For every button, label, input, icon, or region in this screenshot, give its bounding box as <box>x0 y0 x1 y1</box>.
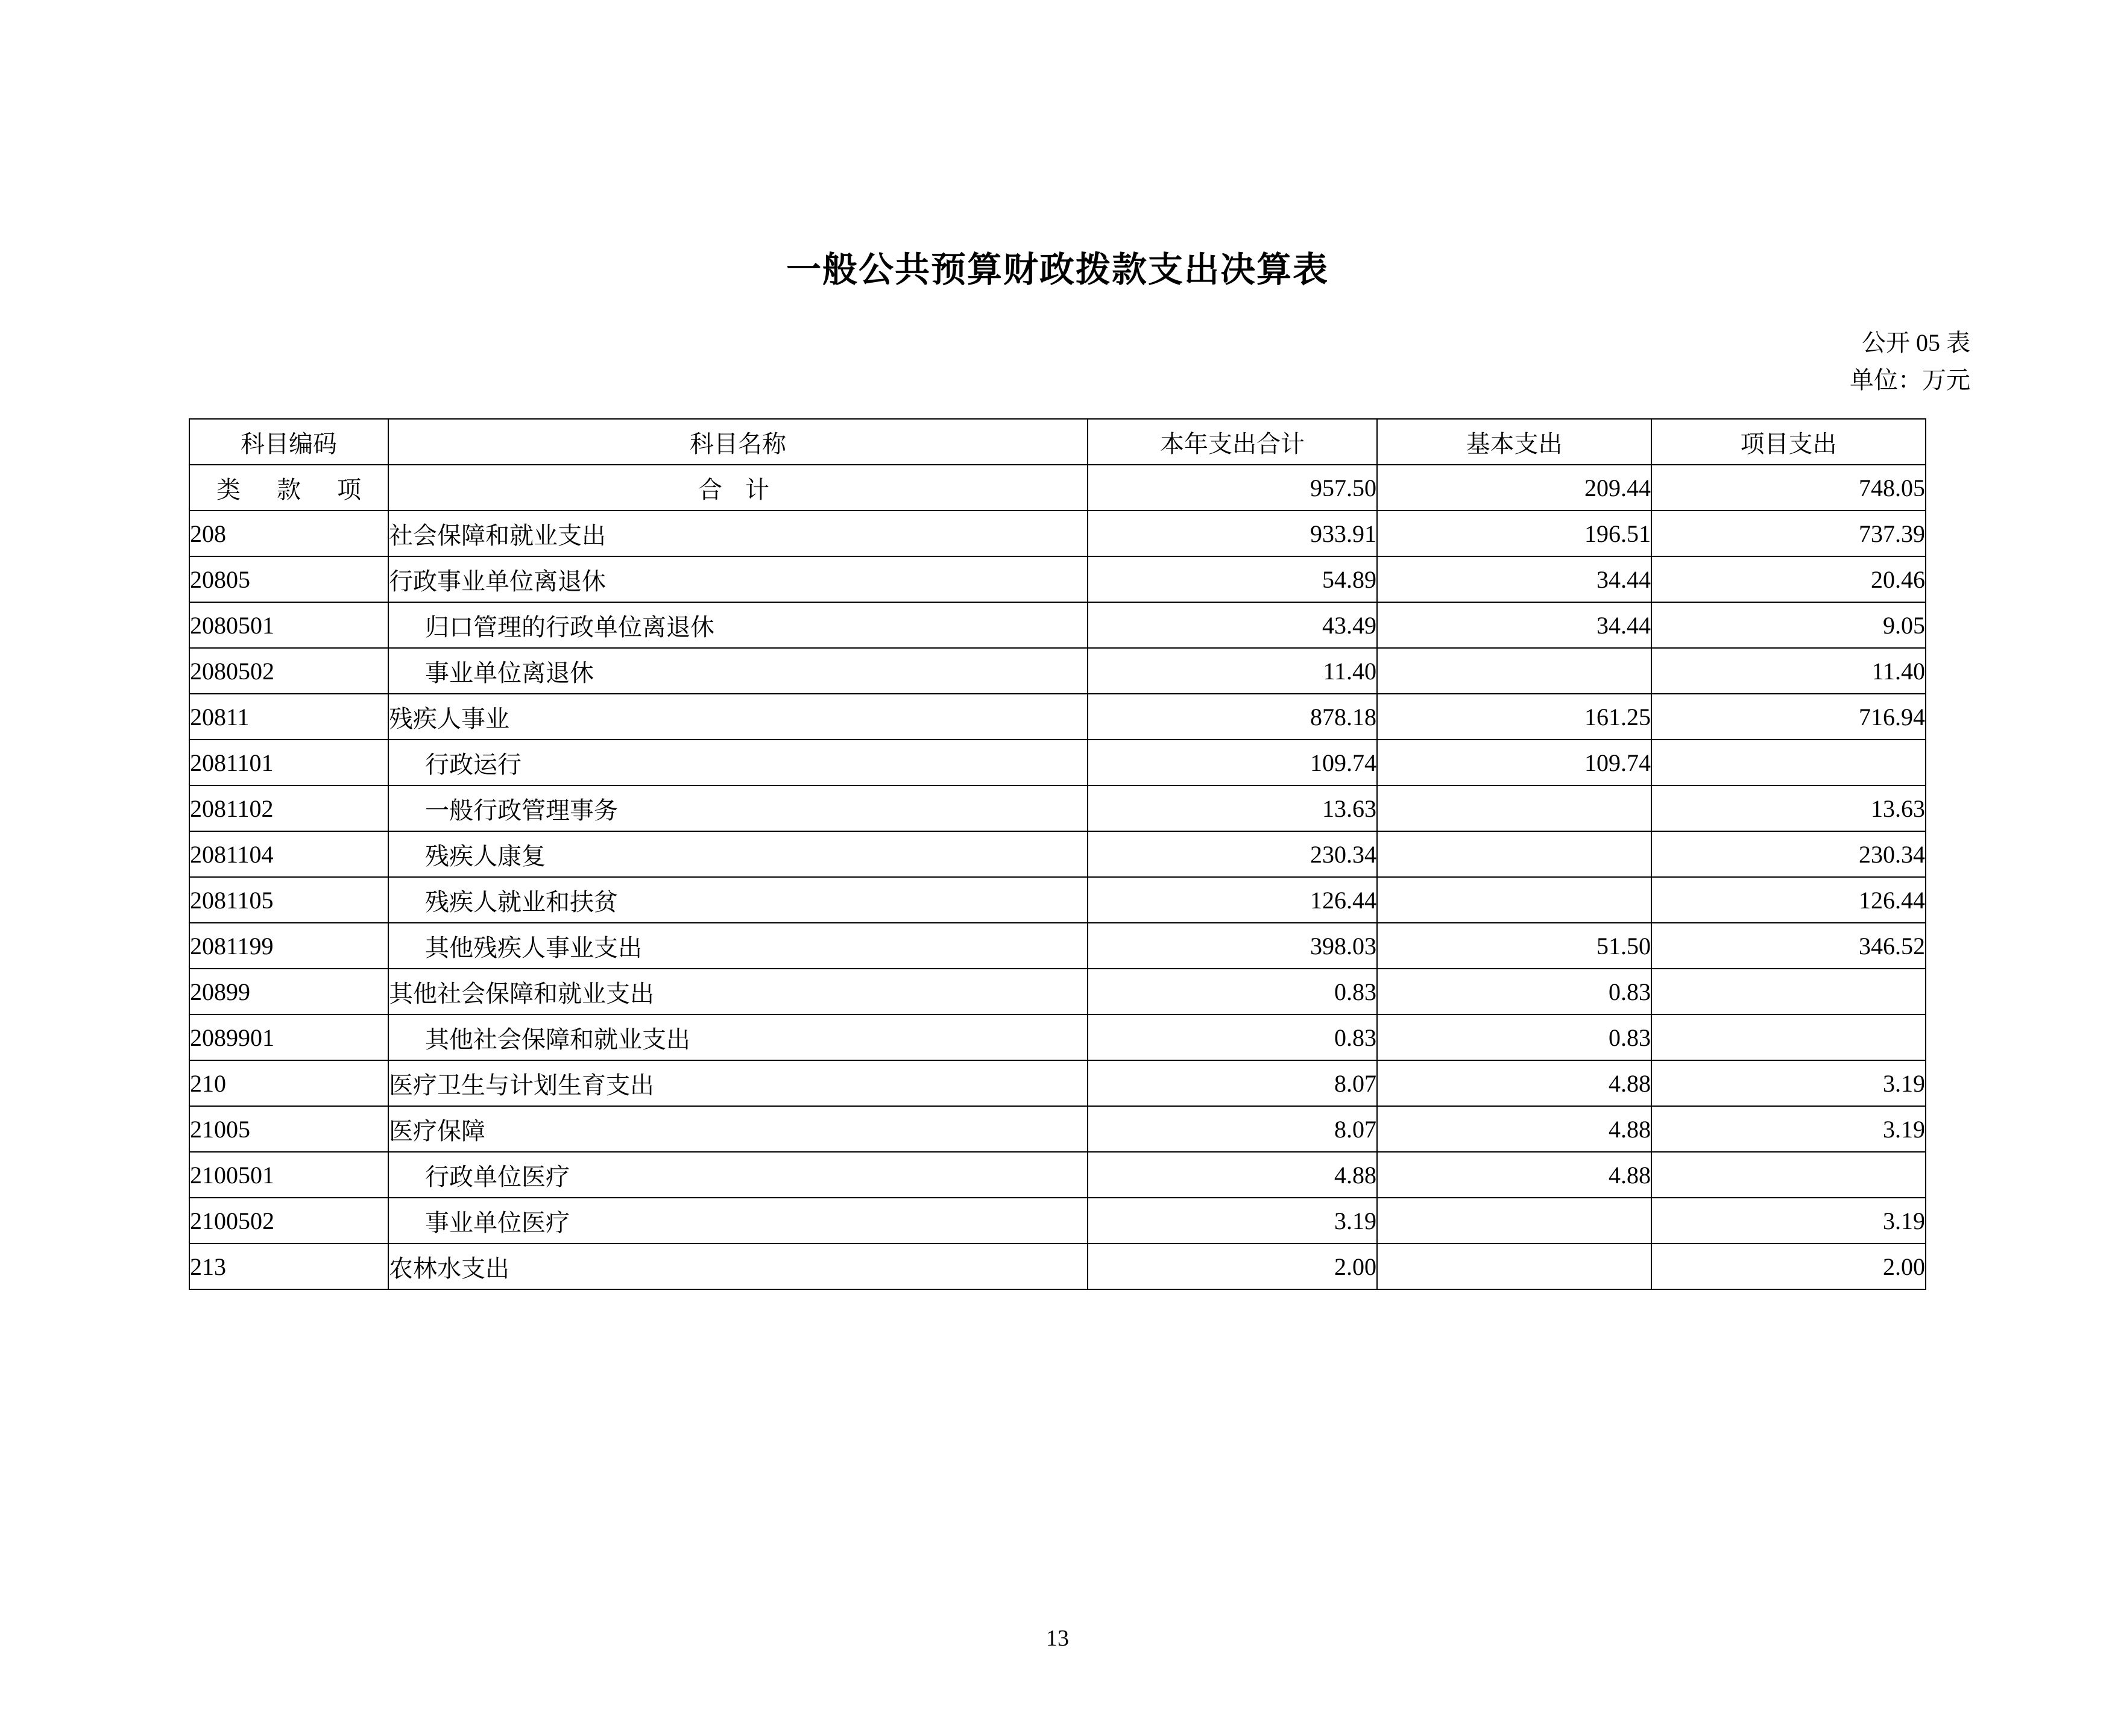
cell-subject-name: 行政事业单位离退休 <box>388 556 1088 602</box>
table-row <box>189 648 1926 694</box>
cell-subject-name: 事业单位离退休 <box>388 648 1088 694</box>
cell-total: 43.49 <box>1088 602 1377 648</box>
cell-basic <box>1377 1198 1651 1244</box>
cell-project: 126.44 <box>1651 877 1926 923</box>
cell-total: 2.00 <box>1088 1244 1377 1289</box>
code-level-1: 类 <box>216 476 241 503</box>
cell-subject-name: 残疾人事业 <box>388 694 1088 740</box>
cell-basic: 51.50 <box>1377 923 1651 969</box>
cell-project: 13.63 <box>1651 785 1926 831</box>
cell-project: 11.40 <box>1651 648 1926 694</box>
summary-row-name: 合 计 <box>388 465 1088 511</box>
cell-project <box>1651 969 1926 1014</box>
cell-subject-name: 其他社会保障和就业支出 <box>388 969 1088 1014</box>
cell-total: 0.83 <box>1088 969 1377 1014</box>
cell-basic: 161.25 <box>1377 694 1651 740</box>
cell-total: 8.07 <box>1088 1106 1377 1152</box>
summary-project: 748.05 <box>1651 465 1926 511</box>
cell-basic <box>1377 831 1651 877</box>
cell-project: 3.19 <box>1651 1198 1926 1244</box>
cell-total: 933.91 <box>1088 511 1377 556</box>
cell-code: 2100501 <box>189 1152 388 1198</box>
cell-subject-name: 行政运行 <box>388 740 1088 785</box>
cell-subject-name: 一般行政管理事务 <box>388 785 1088 831</box>
cell-subject-name: 其他残疾人事业支出 <box>388 923 1088 969</box>
table-row <box>189 1014 1926 1060</box>
cell-project: 3.19 <box>1651 1060 1926 1106</box>
cell-basic: 109.74 <box>1377 740 1651 785</box>
header-subject-name: 科目名称 <box>388 419 1088 465</box>
cell-subject-name: 事业单位医疗 <box>388 1198 1088 1244</box>
table-row <box>189 785 1926 831</box>
cell-subject-name: 残疾人就业和扶贫 <box>388 877 1088 923</box>
cell-subject-name: 残疾人康复 <box>388 831 1088 877</box>
table-row <box>189 969 1926 1014</box>
cell-code: 2089901 <box>189 1014 388 1060</box>
table-row <box>189 1106 1926 1152</box>
cell-basic: 34.44 <box>1377 602 1651 648</box>
cell-basic <box>1377 877 1651 923</box>
table-row <box>189 694 1926 740</box>
cell-subject-name: 社会保障和就业支出 <box>388 511 1088 556</box>
cell-project: 3.19 <box>1651 1106 1926 1152</box>
cell-code: 2081104 <box>189 831 388 877</box>
table-subheader-row <box>189 465 1926 511</box>
cell-project <box>1651 740 1926 785</box>
table-row <box>189 1244 1926 1289</box>
page-number: 13 <box>1046 1626 1069 1651</box>
cell-code: 2081199 <box>189 923 388 969</box>
code-level-3: 项 <box>337 476 361 503</box>
cell-total: 13.63 <box>1088 785 1377 831</box>
cell-basic: 4.88 <box>1377 1106 1651 1152</box>
cell-project: 716.94 <box>1651 694 1926 740</box>
cell-subject-name: 行政单位医疗 <box>388 1152 1088 1198</box>
cell-code: 2100502 <box>189 1198 388 1244</box>
cell-code: 21005 <box>189 1106 388 1152</box>
cell-basic: 34.44 <box>1377 556 1651 602</box>
cell-code: 2081101 <box>189 740 388 785</box>
cell-code: 20811 <box>189 694 388 740</box>
cell-total: 11.40 <box>1088 648 1377 694</box>
cell-code: 20899 <box>189 969 388 1014</box>
cell-basic: 4.88 <box>1377 1152 1651 1198</box>
code-level-cells <box>189 465 388 511</box>
document-page <box>0 241 2115 1736</box>
cell-total: 8.07 <box>1088 1060 1377 1106</box>
cell-code: 2081102 <box>189 785 388 831</box>
document-meta <box>0 324 2115 399</box>
cell-total: 4.88 <box>1088 1152 1377 1198</box>
table-row <box>189 1152 1926 1198</box>
cell-basic: 0.83 <box>1377 1014 1651 1060</box>
cell-basic: 4.88 <box>1377 1060 1651 1106</box>
header-project: 项目支出 <box>1651 419 1926 465</box>
cell-basic <box>1377 1244 1651 1289</box>
cell-project: 9.05 <box>1651 602 1926 648</box>
table-row <box>189 831 1926 877</box>
table-row <box>189 556 1926 602</box>
page-title: 一般公共预算财政拨款支出决算表 <box>786 250 1329 289</box>
cell-total: 0.83 <box>1088 1014 1377 1060</box>
cell-subject-name: 医疗卫生与计划生育支出 <box>388 1060 1088 1106</box>
unit-label: 单位：万元 <box>1850 366 1970 394</box>
cell-total: 398.03 <box>1088 923 1377 969</box>
header-total: 本年支出合计 <box>1088 419 1377 465</box>
table-row <box>189 923 1926 969</box>
cell-total: 230.34 <box>1088 831 1377 877</box>
header-code-group: 科目编码 <box>189 419 388 465</box>
cell-project <box>1651 1014 1926 1060</box>
table-row <box>189 602 1926 648</box>
cell-total: 878.18 <box>1088 694 1377 740</box>
cell-subject-name: 归口管理的行政单位离退休 <box>388 602 1088 648</box>
table-row <box>189 1198 1926 1244</box>
cell-code: 2080502 <box>189 648 388 694</box>
table-body <box>189 511 1926 1289</box>
summary-basic: 209.44 <box>1377 465 1651 511</box>
cell-project <box>1651 1152 1926 1198</box>
cell-basic: 196.51 <box>1377 511 1651 556</box>
cell-code: 210 <box>189 1060 388 1106</box>
cell-code: 208 <box>189 511 388 556</box>
form-label: 公开 05 表 <box>1862 329 1970 356</box>
cell-code: 2081105 <box>189 877 388 923</box>
code-level-2: 款 <box>277 476 301 503</box>
cell-total: 3.19 <box>1088 1198 1377 1244</box>
cell-basic <box>1377 648 1651 694</box>
cell-code: 2080501 <box>189 602 388 648</box>
cell-project: 737.39 <box>1651 511 1926 556</box>
cell-subject-name: 农林水支出 <box>388 1244 1088 1289</box>
header-basic: 基本支出 <box>1377 419 1651 465</box>
cell-project: 346.52 <box>1651 923 1926 969</box>
cell-code: 20805 <box>189 556 388 602</box>
table-row <box>189 740 1926 785</box>
cell-project: 230.34 <box>1651 831 1926 877</box>
table-row <box>189 511 1926 556</box>
cell-basic: 0.83 <box>1377 969 1651 1014</box>
cell-total: 54.89 <box>1088 556 1377 602</box>
cell-subject-name: 医疗保障 <box>388 1106 1088 1152</box>
cell-total: 126.44 <box>1088 877 1377 923</box>
table-row <box>189 1060 1926 1106</box>
table-header-row <box>189 419 1926 465</box>
table-row <box>189 877 1926 923</box>
cell-basic <box>1377 785 1651 831</box>
cell-subject-name: 其他社会保障和就业支出 <box>388 1014 1088 1060</box>
cell-total: 109.74 <box>1088 740 1377 785</box>
cell-project: 20.46 <box>1651 556 1926 602</box>
cell-project: 2.00 <box>1651 1244 1926 1289</box>
summary-total: 957.50 <box>1088 465 1377 511</box>
budget-table <box>189 418 1926 1290</box>
cell-code: 213 <box>189 1244 388 1289</box>
